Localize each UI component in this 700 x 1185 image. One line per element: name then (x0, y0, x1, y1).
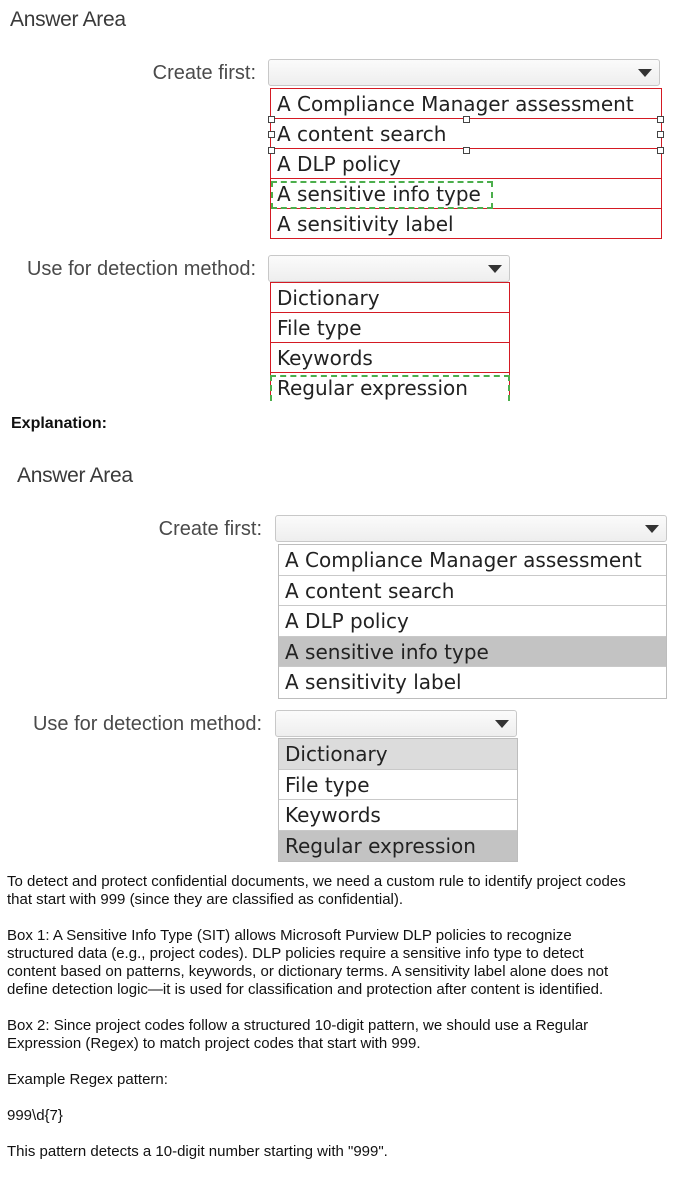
option-compliance-manager[interactable]: A Compliance Manager assessment (270, 88, 662, 119)
option-compliance-manager[interactable]: A Compliance Manager assessment (279, 545, 666, 576)
selection-handle (268, 131, 275, 138)
option-file-type[interactable]: File type (279, 770, 517, 801)
option-dlp-policy[interactable]: A DLP policy (279, 606, 666, 637)
option-keywords[interactable]: Keywords (279, 800, 517, 831)
answer-detection-method-dropdown[interactable] (275, 710, 517, 737)
option-content-search[interactable]: A content search (270, 118, 662, 149)
intro-paragraph: To detect and protect confidential documents, we need a custom rule to identify project codes that start with 999 (since they are classified as confidential). (7, 873, 626, 908)
explanation-heading: Explanation: (11, 415, 108, 432)
answer-detection-method-label: Use for detection method: (32, 713, 262, 735)
option-content-search[interactable]: A content search (279, 576, 666, 607)
answer-highlight-box (271, 181, 493, 209)
chevron-down-icon (481, 256, 509, 281)
selection-handle (463, 147, 470, 154)
selection-handle (268, 147, 275, 154)
option-dictionary[interactable]: Dictionary (270, 282, 510, 313)
option-dlp-policy[interactable]: A DLP policy (270, 148, 662, 179)
question-area-title: Answer Area (10, 8, 126, 31)
option-sensitive-info-type[interactable]: A sensitive info type (270, 178, 662, 209)
example-label: Example Regex pattern: (7, 1071, 168, 1088)
option-sensitivity-label[interactable]: A sensitivity label (270, 208, 662, 239)
selection-handle (463, 116, 470, 123)
option-keywords[interactable]: Keywords (270, 342, 510, 373)
answer-area-title: Answer Area (17, 464, 133, 487)
answer-detection-method-options (278, 738, 518, 862)
answer-create-first-options (278, 544, 667, 699)
chevron-down-icon (638, 516, 666, 541)
answer-create-first-dropdown[interactable] (275, 515, 667, 542)
detection-method-label: Use for detection method: (26, 258, 256, 280)
chevron-down-icon (488, 711, 516, 736)
selection-handle (657, 147, 664, 154)
selection-handle (657, 131, 664, 138)
option-dictionary[interactable]: Dictionary (279, 739, 517, 770)
option-regular-expression-selected[interactable]: Regular expression (279, 831, 517, 862)
answer-create-first-label: Create first: (158, 518, 262, 540)
create-first-options (270, 89, 662, 239)
box2-paragraph: Box 2: Since project codes follow a structured 10-digit pattern, we should use a Regular Expression (Regex) to match project codes that start with 999. (7, 1017, 589, 1052)
option-regular-expression[interactable]: Regular expression (270, 372, 510, 399)
conclusion-paragraph: This pattern detects a 10-digit number starting with "999". (7, 1143, 388, 1160)
chevron-down-icon (631, 60, 659, 85)
detection-method-dropdown[interactable] (268, 255, 510, 282)
selection-handle (657, 116, 664, 123)
create-first-label: Create first: (152, 62, 256, 84)
create-first-dropdown[interactable] (268, 59, 660, 86)
option-file-type[interactable]: File type (270, 312, 510, 343)
option-sensitivity-label[interactable]: A sensitivity label (285, 670, 462, 695)
box1-paragraph: Box 1: A Sensitive Info Type (SIT) allows Microsoft Purview DLP policies to recognize structured data (e.g., project codes). DLP policies require a sensitive info type to detect content based on patterns, keywords, or dictionary terms. A sensitivity label alone does not define detection logic—it is used for classification and protection after content is identified. (7, 927, 609, 998)
option-sensitive-info-type-selected[interactable]: A sensitive info type (279, 637, 666, 668)
answer-highlight-box (270, 375, 510, 401)
regex-pattern: 999\d{7} (7, 1107, 63, 1124)
selection-handle (268, 116, 275, 123)
